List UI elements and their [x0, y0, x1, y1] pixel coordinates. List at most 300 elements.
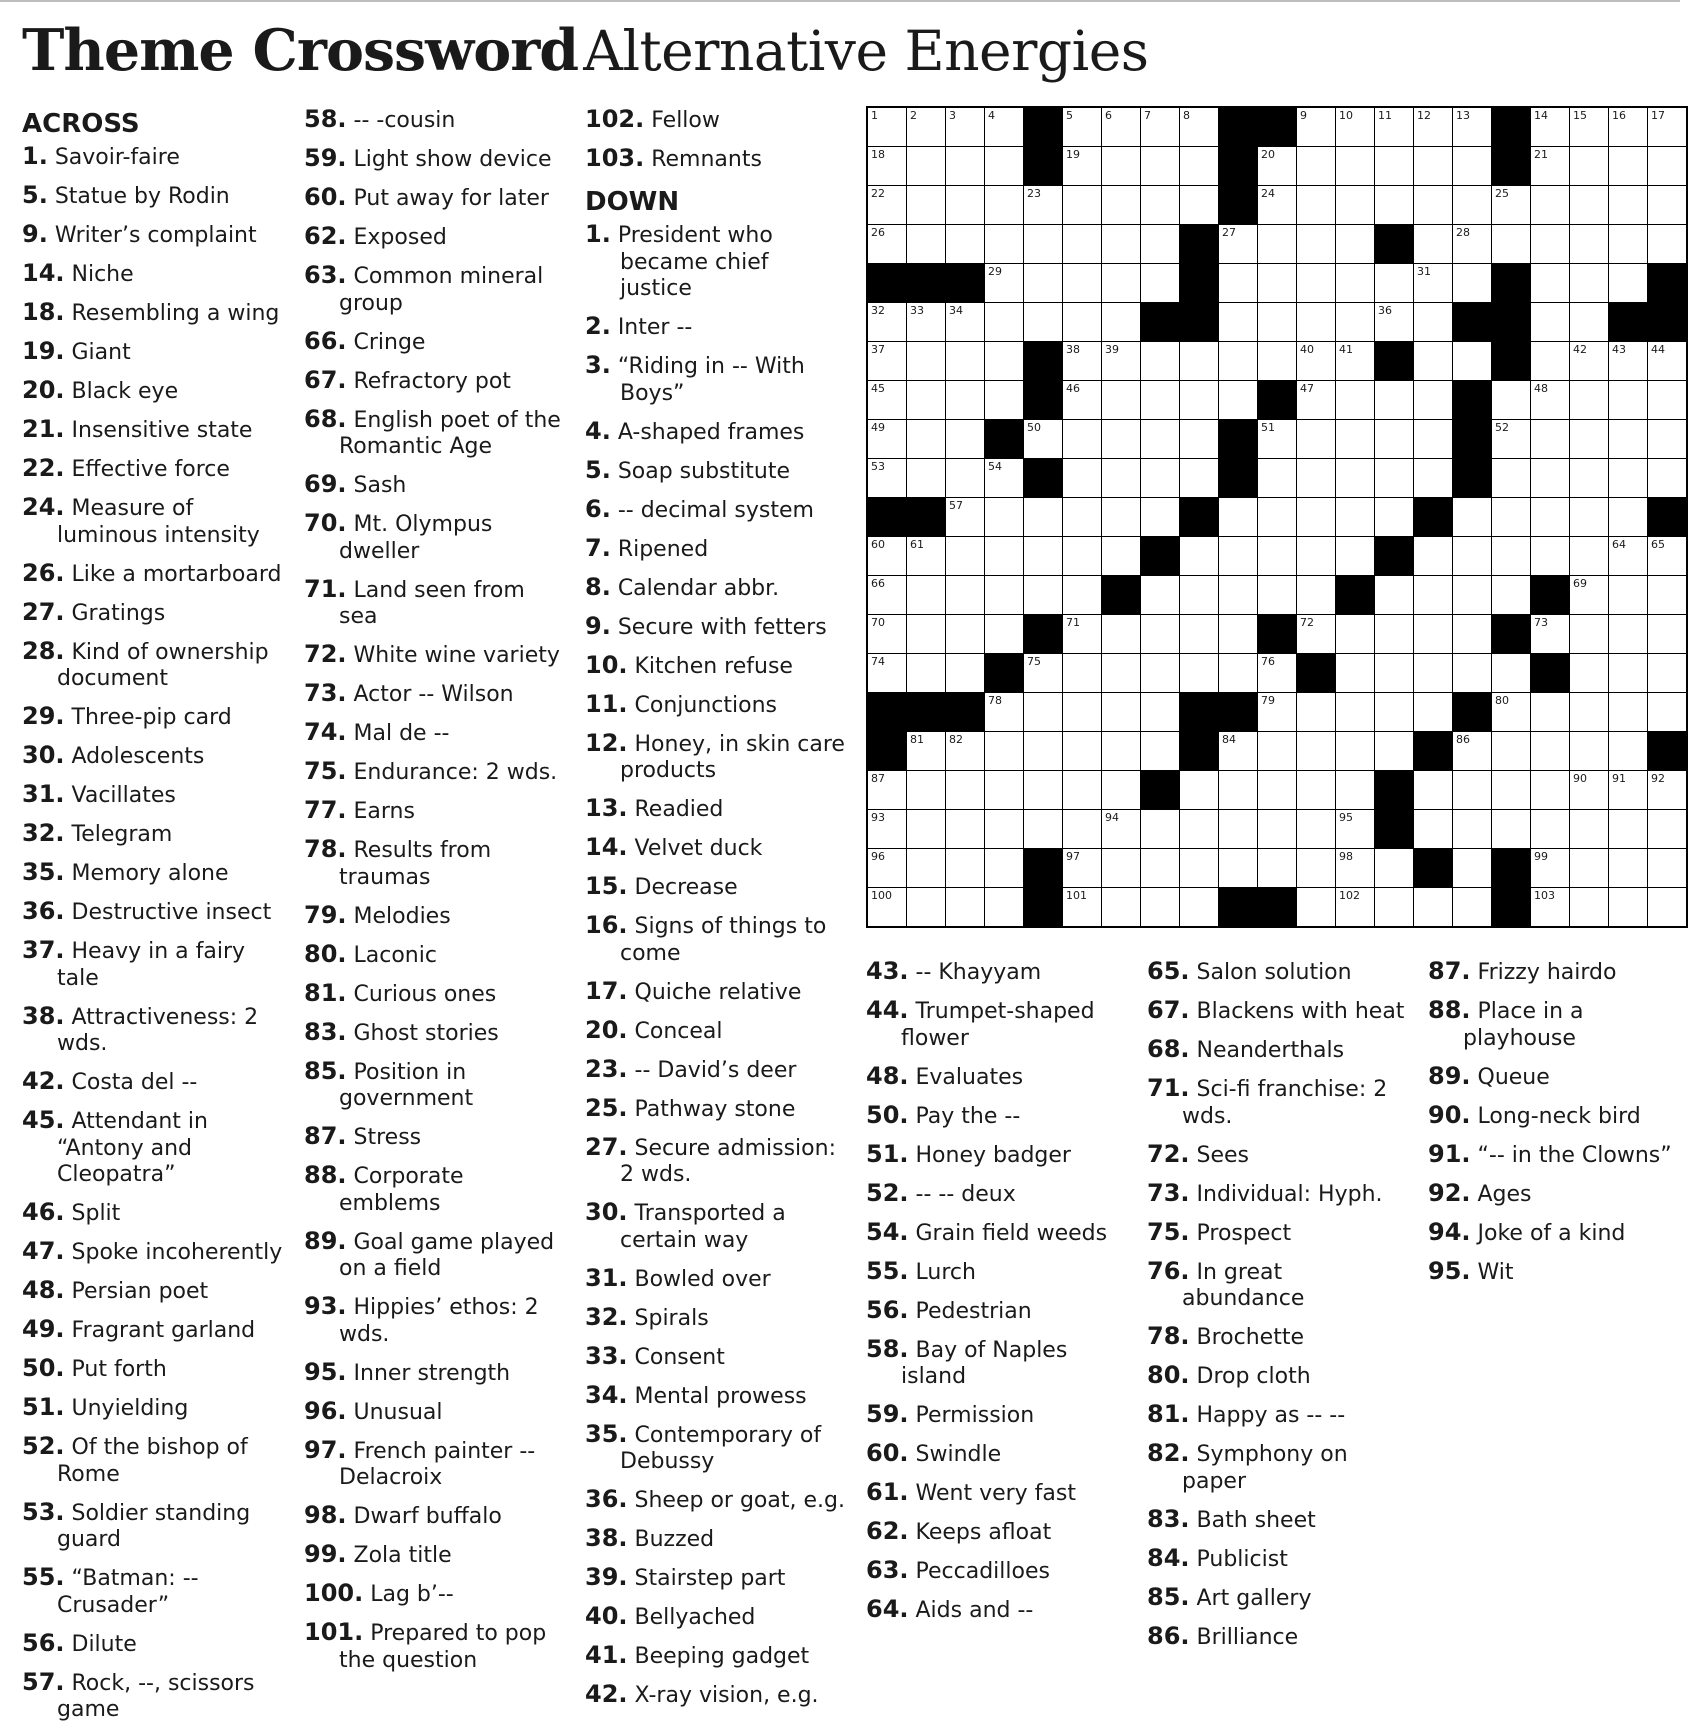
grid-cell[interactable]: [946, 225, 984, 263]
grid-cell[interactable]: [1063, 420, 1101, 458]
grid-cell[interactable]: [1102, 849, 1140, 887]
grid-cell[interactable]: [1570, 225, 1608, 263]
grid-cell[interactable]: [1414, 771, 1452, 809]
grid-cell[interactable]: [1258, 693, 1296, 731]
grid-cell[interactable]: [1609, 420, 1647, 458]
grid-cell[interactable]: [1492, 771, 1530, 809]
grid-cell[interactable]: [1297, 888, 1335, 926]
grid-cell[interactable]: [868, 186, 906, 224]
grid-cell[interactable]: [1024, 810, 1062, 848]
grid-cell[interactable]: [1219, 342, 1257, 380]
grid-cell[interactable]: [907, 108, 945, 146]
grid-cell[interactable]: [1414, 615, 1452, 653]
grid-cell[interactable]: [1180, 420, 1218, 458]
grid-cell[interactable]: [1336, 420, 1374, 458]
grid-cell[interactable]: [1102, 303, 1140, 341]
grid-cell[interactable]: [1375, 888, 1413, 926]
grid-cell[interactable]: [985, 498, 1023, 536]
grid-cell[interactable]: [985, 732, 1023, 770]
grid-cell[interactable]: [907, 849, 945, 887]
grid-cell[interactable]: [1609, 771, 1647, 809]
grid-cell[interactable]: [985, 342, 1023, 380]
grid-cell[interactable]: [907, 732, 945, 770]
grid-cell[interactable]: [1570, 381, 1608, 419]
grid-cell[interactable]: [868, 771, 906, 809]
grid-cell[interactable]: [1570, 498, 1608, 536]
grid-cell[interactable]: [1258, 420, 1296, 458]
grid-cell[interactable]: [907, 576, 945, 614]
grid-cell[interactable]: [1180, 576, 1218, 614]
grid-cell[interactable]: [1141, 498, 1179, 536]
grid-cell[interactable]: [946, 810, 984, 848]
grid-cell[interactable]: [1063, 732, 1101, 770]
grid-cell[interactable]: [1063, 147, 1101, 185]
grid-cell[interactable]: [946, 732, 984, 770]
grid-cell[interactable]: [985, 108, 1023, 146]
grid-cell[interactable]: [868, 888, 906, 926]
grid-cell[interactable]: [907, 615, 945, 653]
grid-cell[interactable]: [1063, 459, 1101, 497]
grid-cell[interactable]: [1531, 849, 1569, 887]
grid-cell[interactable]: [1414, 537, 1452, 575]
grid-cell[interactable]: [1570, 849, 1608, 887]
grid-cell[interactable]: [946, 576, 984, 614]
grid-cell[interactable]: [1258, 225, 1296, 263]
grid-cell[interactable]: [1063, 576, 1101, 614]
grid-cell[interactable]: [1219, 849, 1257, 887]
grid-cell[interactable]: [1375, 849, 1413, 887]
grid-cell[interactable]: [907, 420, 945, 458]
grid-cell[interactable]: [1141, 225, 1179, 263]
grid-cell[interactable]: [1570, 342, 1608, 380]
grid-cell[interactable]: [1297, 186, 1335, 224]
grid-cell[interactable]: [1297, 771, 1335, 809]
grid-cell[interactable]: [1531, 459, 1569, 497]
grid-cell[interactable]: [1414, 381, 1452, 419]
grid-cell[interactable]: [1375, 732, 1413, 770]
grid-cell[interactable]: [1336, 771, 1374, 809]
grid-cell[interactable]: [1648, 225, 1686, 263]
grid-cell[interactable]: [1102, 459, 1140, 497]
grid-cell[interactable]: [946, 303, 984, 341]
grid-cell[interactable]: [1336, 615, 1374, 653]
grid-cell[interactable]: [1063, 225, 1101, 263]
grid-cell[interactable]: [1102, 810, 1140, 848]
grid-cell[interactable]: [1258, 342, 1296, 380]
grid-cell[interactable]: [1063, 264, 1101, 302]
grid-cell[interactable]: [1336, 537, 1374, 575]
grid-cell[interactable]: [868, 849, 906, 887]
grid-cell[interactable]: [907, 459, 945, 497]
grid-cell[interactable]: [1141, 381, 1179, 419]
grid-cell[interactable]: [907, 303, 945, 341]
grid-cell[interactable]: [1609, 810, 1647, 848]
grid-cell[interactable]: [1063, 849, 1101, 887]
grid-cell[interactable]: [1297, 693, 1335, 731]
grid-cell[interactable]: [1648, 108, 1686, 146]
grid-cell[interactable]: [1609, 615, 1647, 653]
grid-cell[interactable]: [1102, 498, 1140, 536]
grid-cell[interactable]: [1453, 342, 1491, 380]
grid-cell[interactable]: [1375, 654, 1413, 692]
grid-cell[interactable]: [946, 381, 984, 419]
grid-cell[interactable]: [907, 888, 945, 926]
grid-cell[interactable]: [1102, 264, 1140, 302]
grid-cell[interactable]: [1414, 108, 1452, 146]
grid-cell[interactable]: [1414, 654, 1452, 692]
grid-cell[interactable]: [1102, 693, 1140, 731]
grid-cell[interactable]: [1570, 654, 1608, 692]
grid-cell[interactable]: [907, 342, 945, 380]
grid-cell[interactable]: [1102, 732, 1140, 770]
grid-cell[interactable]: [907, 810, 945, 848]
grid-cell[interactable]: [1336, 654, 1374, 692]
grid-cell[interactable]: [1141, 849, 1179, 887]
grid-cell[interactable]: [1453, 147, 1491, 185]
grid-cell[interactable]: [1180, 342, 1218, 380]
grid-cell[interactable]: [1180, 186, 1218, 224]
grid-cell[interactable]: [985, 693, 1023, 731]
grid-cell[interactable]: [946, 498, 984, 536]
grid-cell[interactable]: [1375, 459, 1413, 497]
grid-cell[interactable]: [1258, 459, 1296, 497]
grid-cell[interactable]: [1258, 303, 1296, 341]
grid-cell[interactable]: [868, 810, 906, 848]
grid-cell[interactable]: [1336, 810, 1374, 848]
grid-cell[interactable]: [1063, 615, 1101, 653]
grid-cell[interactable]: [1609, 342, 1647, 380]
grid-cell[interactable]: [1141, 108, 1179, 146]
grid-cell[interactable]: [985, 264, 1023, 302]
grid-cell[interactable]: [1024, 303, 1062, 341]
grid-cell[interactable]: [985, 147, 1023, 185]
grid-cell[interactable]: [868, 576, 906, 614]
grid-cell[interactable]: [985, 459, 1023, 497]
grid-cell[interactable]: [1063, 108, 1101, 146]
grid-cell[interactable]: [1297, 303, 1335, 341]
grid-cell[interactable]: [1258, 810, 1296, 848]
grid-cell[interactable]: [1375, 303, 1413, 341]
grid-cell[interactable]: [1258, 654, 1296, 692]
grid-cell[interactable]: [1336, 225, 1374, 263]
grid-cell[interactable]: [1375, 498, 1413, 536]
grid-cell[interactable]: [1375, 186, 1413, 224]
grid-cell[interactable]: [868, 420, 906, 458]
grid-cell[interactable]: [1609, 108, 1647, 146]
grid-cell[interactable]: [946, 420, 984, 458]
grid-cell[interactable]: [1531, 225, 1569, 263]
grid-cell[interactable]: [1570, 303, 1608, 341]
grid-cell[interactable]: [1492, 225, 1530, 263]
grid-cell[interactable]: [1024, 771, 1062, 809]
grid-cell[interactable]: [1141, 186, 1179, 224]
grid-cell[interactable]: [1219, 615, 1257, 653]
grid-cell[interactable]: [1648, 420, 1686, 458]
grid-cell[interactable]: [985, 888, 1023, 926]
grid-cell[interactable]: [1609, 264, 1647, 302]
grid-cell[interactable]: [946, 771, 984, 809]
grid-cell[interactable]: [1102, 615, 1140, 653]
grid-cell[interactable]: [1492, 459, 1530, 497]
grid-cell[interactable]: [1531, 615, 1569, 653]
grid-cell[interactable]: [1609, 654, 1647, 692]
grid-cell[interactable]: [1531, 693, 1569, 731]
grid-cell[interactable]: [1570, 615, 1608, 653]
grid-cell[interactable]: [1141, 888, 1179, 926]
grid-cell[interactable]: [1375, 264, 1413, 302]
grid-cell[interactable]: [1141, 576, 1179, 614]
grid-cell[interactable]: [1531, 264, 1569, 302]
grid-cell[interactable]: [946, 888, 984, 926]
grid-cell[interactable]: [1648, 576, 1686, 614]
grid-cell[interactable]: [1570, 693, 1608, 731]
grid-cell[interactable]: [1609, 381, 1647, 419]
grid-cell[interactable]: [1336, 186, 1374, 224]
grid-cell[interactable]: [1063, 303, 1101, 341]
grid-cell[interactable]: [1570, 810, 1608, 848]
grid-cell[interactable]: [946, 108, 984, 146]
grid-cell[interactable]: [1141, 147, 1179, 185]
grid-cell[interactable]: [1570, 771, 1608, 809]
grid-cell[interactable]: [1648, 459, 1686, 497]
grid-cell[interactable]: [1180, 147, 1218, 185]
grid-cell[interactable]: [1609, 537, 1647, 575]
grid-cell[interactable]: [1336, 342, 1374, 380]
grid-cell[interactable]: [1219, 732, 1257, 770]
grid-cell[interactable]: [1063, 693, 1101, 731]
grid-cell[interactable]: [1102, 108, 1140, 146]
grid-cell[interactable]: [1609, 186, 1647, 224]
grid-cell[interactable]: [1102, 654, 1140, 692]
grid-cell[interactable]: [1570, 537, 1608, 575]
grid-cell[interactable]: [1453, 576, 1491, 614]
grid-cell[interactable]: [1063, 342, 1101, 380]
grid-cell[interactable]: [1219, 264, 1257, 302]
grid-cell[interactable]: [907, 654, 945, 692]
grid-cell[interactable]: [1648, 147, 1686, 185]
grid-cell[interactable]: [1609, 888, 1647, 926]
grid-cell[interactable]: [1570, 732, 1608, 770]
grid-cell[interactable]: [1297, 225, 1335, 263]
grid-cell[interactable]: [1063, 498, 1101, 536]
grid-cell[interactable]: [1414, 888, 1452, 926]
grid-cell[interactable]: [1141, 693, 1179, 731]
grid-cell[interactable]: [1219, 498, 1257, 536]
grid-cell[interactable]: [1180, 654, 1218, 692]
grid-cell[interactable]: [946, 459, 984, 497]
grid-cell[interactable]: [1609, 693, 1647, 731]
grid-cell[interactable]: [1258, 264, 1296, 302]
grid-cell[interactable]: [1180, 537, 1218, 575]
grid-cell[interactable]: [1609, 576, 1647, 614]
grid-cell[interactable]: [1531, 498, 1569, 536]
grid-cell[interactable]: [1531, 771, 1569, 809]
grid-cell[interactable]: [1570, 147, 1608, 185]
grid-cell[interactable]: [1102, 537, 1140, 575]
grid-cell[interactable]: [1219, 810, 1257, 848]
grid-cell[interactable]: [1024, 693, 1062, 731]
grid-cell[interactable]: [1063, 654, 1101, 692]
grid-cell[interactable]: [1609, 732, 1647, 770]
grid-cell[interactable]: [1570, 108, 1608, 146]
grid-cell[interactable]: [868, 537, 906, 575]
grid-cell[interactable]: [1648, 342, 1686, 380]
grid-cell[interactable]: [1648, 771, 1686, 809]
grid-cell[interactable]: [946, 186, 984, 224]
grid-cell[interactable]: [1531, 888, 1569, 926]
grid-cell[interactable]: [946, 849, 984, 887]
grid-cell[interactable]: [1414, 147, 1452, 185]
grid-cell[interactable]: [1570, 186, 1608, 224]
grid-cell[interactable]: [1414, 576, 1452, 614]
grid-cell[interactable]: [1453, 264, 1491, 302]
grid-cell[interactable]: [1414, 225, 1452, 263]
grid-cell[interactable]: [1258, 186, 1296, 224]
grid-cell[interactable]: [985, 615, 1023, 653]
grid-cell[interactable]: [1219, 303, 1257, 341]
grid-cell[interactable]: [985, 303, 1023, 341]
grid-cell[interactable]: [1648, 537, 1686, 575]
grid-cell[interactable]: [1258, 498, 1296, 536]
grid-cell[interactable]: [1336, 732, 1374, 770]
grid-cell[interactable]: [1336, 108, 1374, 146]
grid-cell[interactable]: [1102, 225, 1140, 263]
grid-cell[interactable]: [868, 225, 906, 263]
grid-cell[interactable]: [868, 303, 906, 341]
grid-cell[interactable]: [985, 810, 1023, 848]
grid-cell[interactable]: [985, 225, 1023, 263]
grid-cell[interactable]: [1063, 537, 1101, 575]
grid-cell[interactable]: [1648, 888, 1686, 926]
grid-cell[interactable]: [1297, 810, 1335, 848]
grid-cell[interactable]: [1531, 537, 1569, 575]
grid-cell[interactable]: [985, 849, 1023, 887]
grid-cell[interactable]: [1492, 693, 1530, 731]
grid-cell[interactable]: [1414, 303, 1452, 341]
grid-cell[interactable]: [1258, 147, 1296, 185]
grid-cell[interactable]: [1258, 771, 1296, 809]
grid-cell[interactable]: [1141, 810, 1179, 848]
grid-cell[interactable]: [1024, 498, 1062, 536]
grid-cell[interactable]: [1375, 615, 1413, 653]
grid-cell[interactable]: [1141, 654, 1179, 692]
grid-cell[interactable]: [907, 381, 945, 419]
grid-cell[interactable]: [1453, 108, 1491, 146]
grid-cell[interactable]: [1453, 186, 1491, 224]
grid-cell[interactable]: [1180, 108, 1218, 146]
grid-cell[interactable]: [1258, 732, 1296, 770]
grid-cell[interactable]: [1648, 615, 1686, 653]
grid-cell[interactable]: [985, 537, 1023, 575]
grid-cell[interactable]: [1102, 771, 1140, 809]
grid-cell[interactable]: [1336, 303, 1374, 341]
grid-cell[interactable]: [1531, 342, 1569, 380]
grid-cell[interactable]: [985, 186, 1023, 224]
grid-cell[interactable]: [1024, 576, 1062, 614]
grid-cell[interactable]: [1297, 108, 1335, 146]
grid-cell[interactable]: [1102, 147, 1140, 185]
grid-cell[interactable]: [1336, 381, 1374, 419]
grid-cell[interactable]: [1024, 264, 1062, 302]
grid-cell[interactable]: [985, 771, 1023, 809]
grid-cell[interactable]: [1258, 537, 1296, 575]
grid-cell[interactable]: [1609, 849, 1647, 887]
grid-cell[interactable]: [1375, 693, 1413, 731]
grid-cell[interactable]: [1219, 771, 1257, 809]
grid-cell[interactable]: [1297, 342, 1335, 380]
grid-cell[interactable]: [1375, 381, 1413, 419]
grid-cell[interactable]: [1492, 537, 1530, 575]
grid-cell[interactable]: [868, 342, 906, 380]
grid-cell[interactable]: [1531, 420, 1569, 458]
grid-cell[interactable]: [1570, 459, 1608, 497]
grid-cell[interactable]: [946, 537, 984, 575]
grid-cell[interactable]: [1648, 849, 1686, 887]
grid-cell[interactable]: [1336, 849, 1374, 887]
grid-cell[interactable]: [1531, 186, 1569, 224]
grid-cell[interactable]: [1258, 576, 1296, 614]
grid-cell[interactable]: [1180, 381, 1218, 419]
grid-cell[interactable]: [1531, 732, 1569, 770]
grid-cell[interactable]: [1492, 810, 1530, 848]
grid-cell[interactable]: [1570, 576, 1608, 614]
grid-cell[interactable]: [1570, 888, 1608, 926]
grid-cell[interactable]: [868, 459, 906, 497]
grid-cell[interactable]: [1531, 303, 1569, 341]
grid-cell[interactable]: [1531, 147, 1569, 185]
grid-cell[interactable]: [1141, 459, 1179, 497]
grid-cell[interactable]: [907, 147, 945, 185]
grid-cell[interactable]: [868, 108, 906, 146]
grid-cell[interactable]: [1297, 732, 1335, 770]
grid-cell[interactable]: [1453, 225, 1491, 263]
grid-cell[interactable]: [1102, 342, 1140, 380]
grid-cell[interactable]: [1297, 615, 1335, 653]
grid-cell[interactable]: [1453, 537, 1491, 575]
grid-cell[interactable]: [1141, 732, 1179, 770]
grid-cell[interactable]: [1414, 420, 1452, 458]
grid-cell[interactable]: [1492, 381, 1530, 419]
grid-cell[interactable]: [1414, 693, 1452, 731]
grid-cell[interactable]: [1063, 186, 1101, 224]
grid-cell[interactable]: [1336, 147, 1374, 185]
grid-cell[interactable]: [1219, 654, 1257, 692]
grid-cell[interactable]: [1570, 264, 1608, 302]
grid-cell[interactable]: [1024, 186, 1062, 224]
grid-cell[interactable]: [1024, 420, 1062, 458]
grid-cell[interactable]: [1648, 186, 1686, 224]
grid-cell[interactable]: [1336, 264, 1374, 302]
grid-cell[interactable]: [1141, 264, 1179, 302]
grid-cell[interactable]: [1453, 771, 1491, 809]
grid-cell[interactable]: [946, 654, 984, 692]
grid-cell[interactable]: [1414, 810, 1452, 848]
grid-cell[interactable]: [1219, 537, 1257, 575]
grid-cell[interactable]: [1180, 459, 1218, 497]
grid-cell[interactable]: [1492, 576, 1530, 614]
grid-cell[interactable]: [1180, 888, 1218, 926]
grid-cell[interactable]: [1297, 537, 1335, 575]
grid-cell[interactable]: [1570, 420, 1608, 458]
grid-cell[interactable]: [1531, 108, 1569, 146]
grid-cell[interactable]: [1180, 615, 1218, 653]
grid-cell[interactable]: [1609, 225, 1647, 263]
grid-cell[interactable]: [1492, 420, 1530, 458]
grid-cell[interactable]: [1297, 381, 1335, 419]
grid-cell[interactable]: [1297, 849, 1335, 887]
grid-cell[interactable]: [1063, 810, 1101, 848]
grid-cell[interactable]: [1453, 810, 1491, 848]
